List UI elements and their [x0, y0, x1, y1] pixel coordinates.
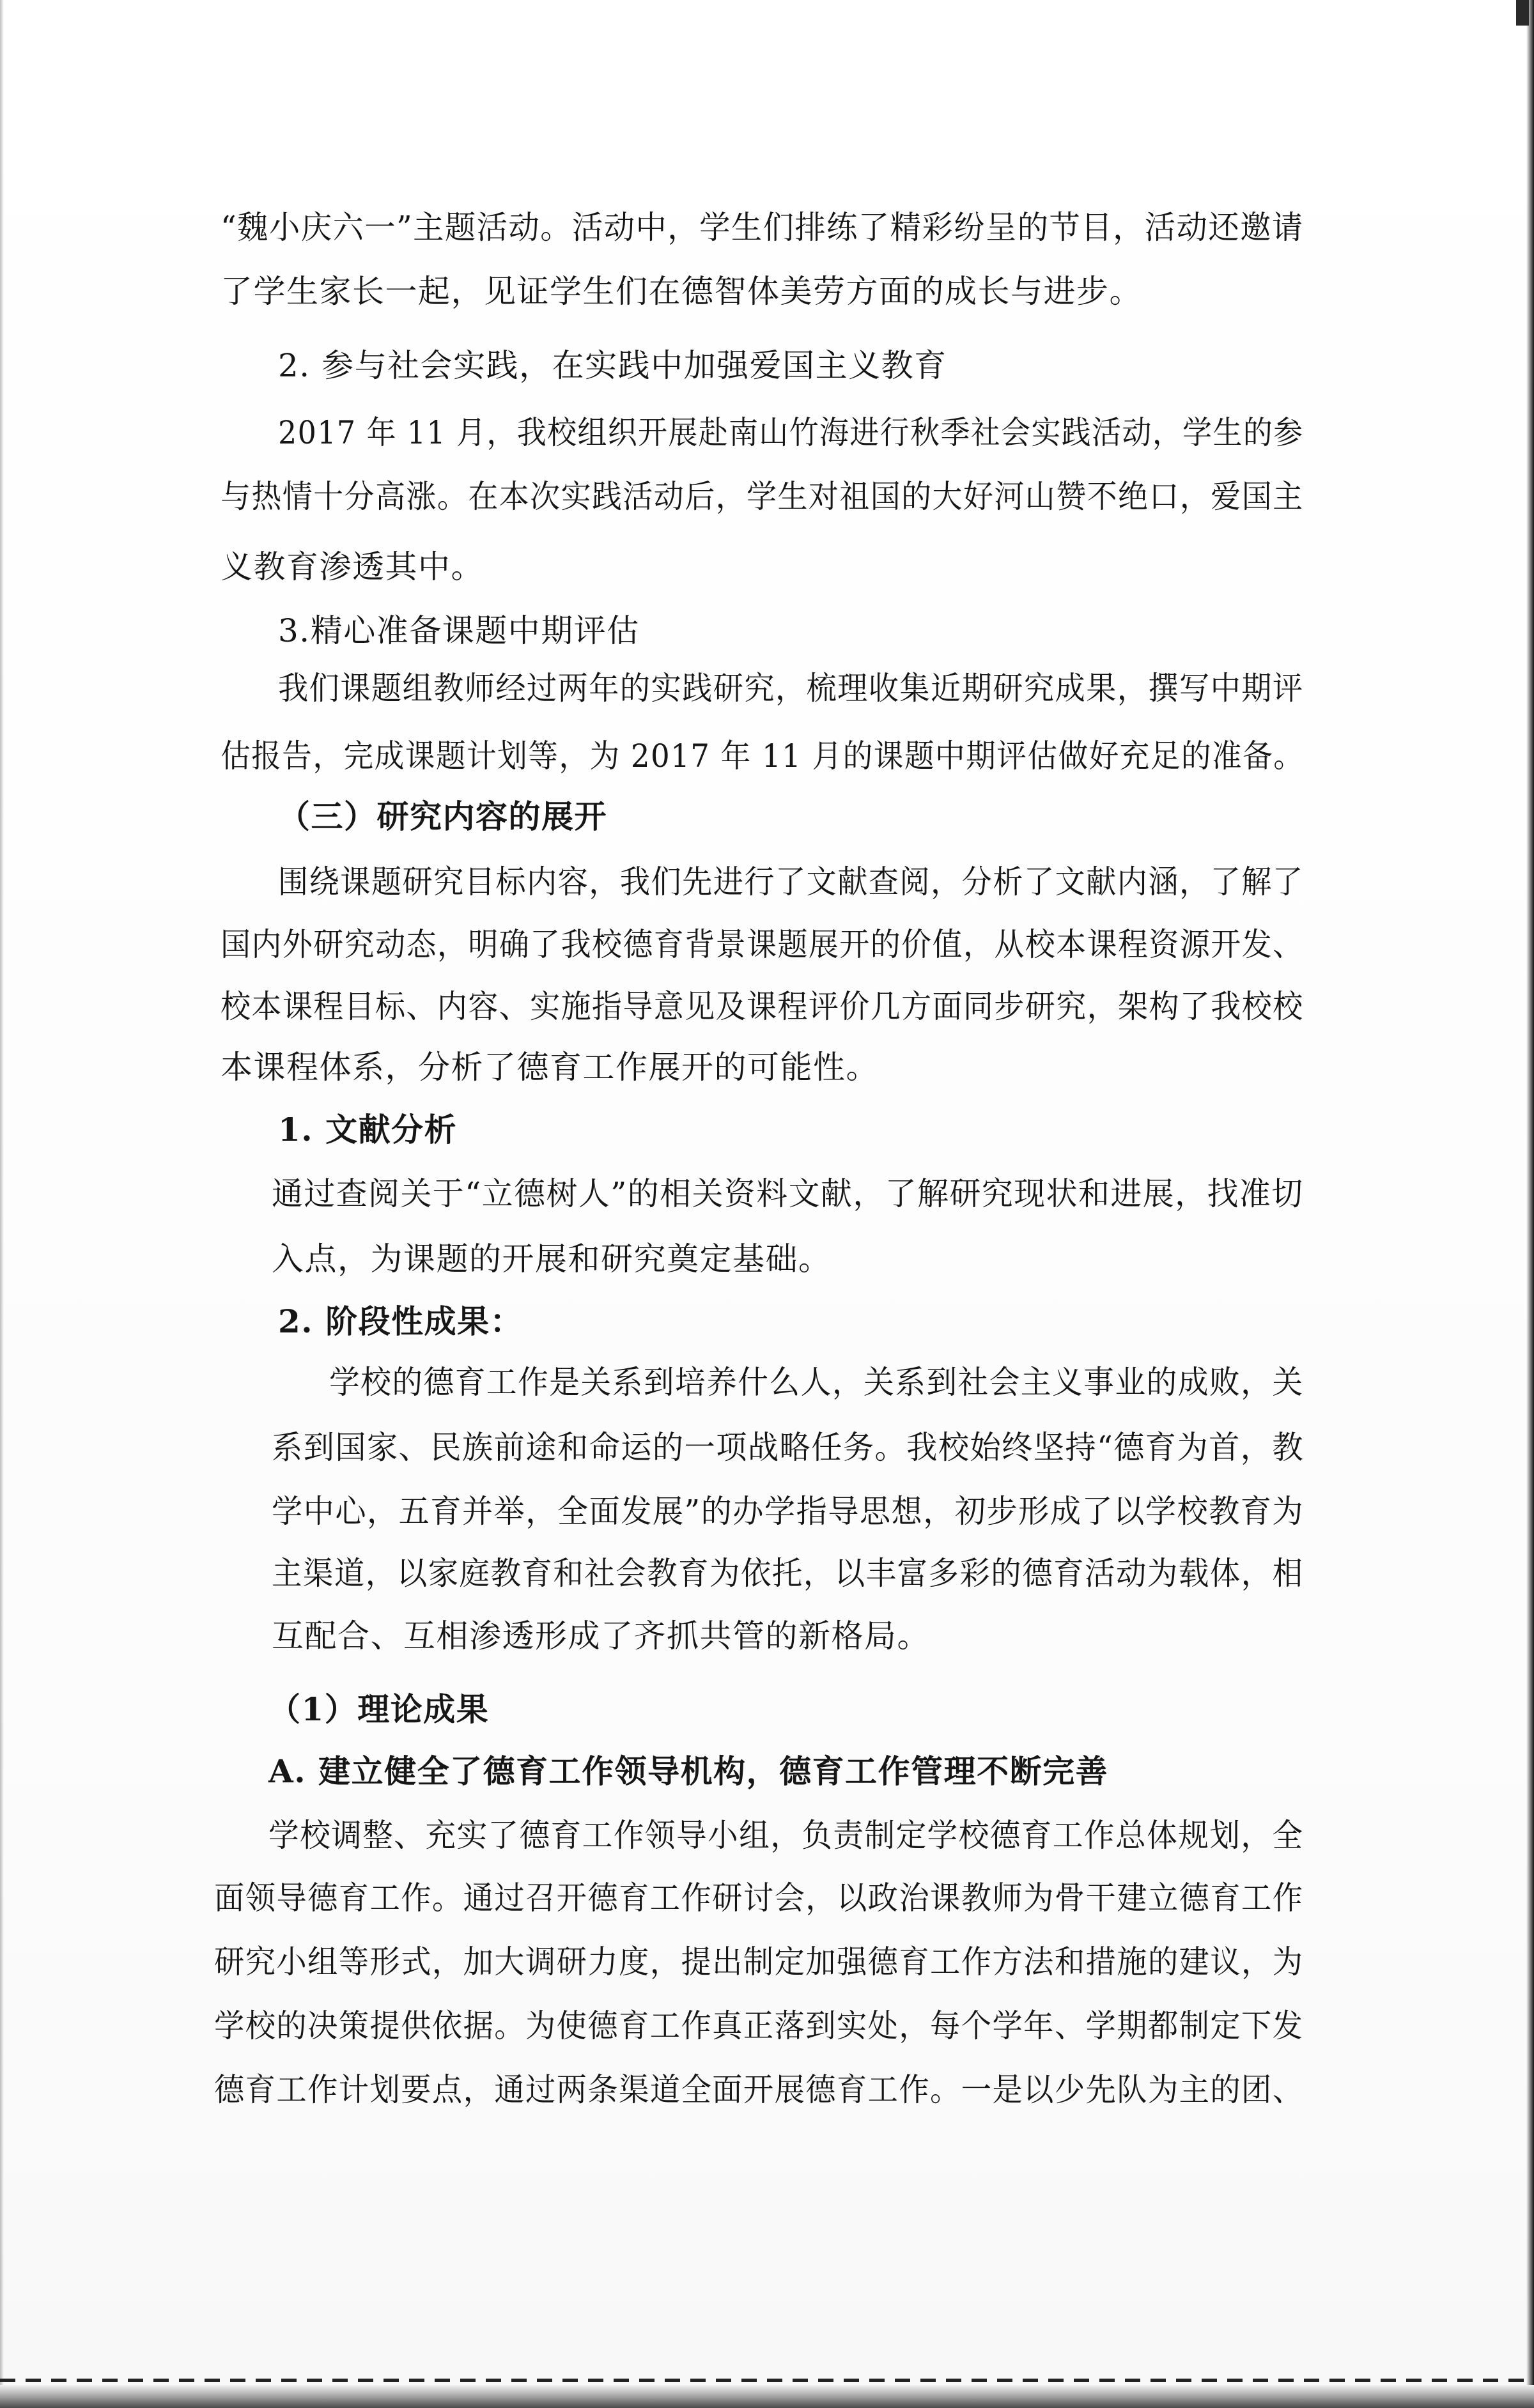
- text-line: 国内外研究动态，明确了我校德育背景课题展开的价值，从校本课程资源开发、: [221, 926, 1304, 963]
- text-line: 研究小组等形式，加大调研力度，提出制定加强德育工作方法和措施的建议，为: [214, 1943, 1304, 1980]
- scan-bottom-shadow: [0, 2385, 1534, 2408]
- text-line: 学校的德育工作是关系到培养什么人，关系到社会主义事业的成败，关: [329, 1364, 1304, 1401]
- text-line: 系到国家、民族前途和命运的一项战略任务。我校始终坚持“德育为首，教: [272, 1429, 1305, 1466]
- text-line: 入点，为课题的开展和研究奠定基础。: [272, 1240, 832, 1277]
- text-line: 主渠道，以家庭教育和社会教育为依托，以丰富多彩的德育活动为载体，相: [272, 1555, 1304, 1592]
- subsection-heading: A. 建立健全了德育工作领导机构，德育工作管理不断完善: [268, 1752, 1109, 1790]
- text-line: 德育工作计划要点，通过两条渠道全面开展德育工作。一是以少先队为主的团、: [214, 2071, 1304, 2108]
- text-line: 学中心，五育并举，全面发展”的办学指导思想，初步形成了以学校教育为: [272, 1493, 1305, 1530]
- text-line: 围绕课题研究目标内容，我们先进行了文献查阅，分析了文献内涵，了解了: [278, 863, 1304, 900]
- text-line: 学校调整、充实了德育工作领导小组，负责制定学校德育工作总体规划，全: [268, 1817, 1304, 1854]
- text-line: 3.精心准备课题中期评估: [278, 612, 640, 649]
- subsection-heading: 1. 文献分析: [278, 1111, 458, 1148]
- text-line: 2017 年 11 月，我校组织开展赴南山竹海进行秋季社会实践活动，学生的参: [278, 414, 1304, 451]
- text-line: 本课程体系，分析了德育工作展开的可能性。: [221, 1049, 879, 1086]
- text-line: 通过查阅关于“立德树人”的相关资料文献，了解研究现状和进展，找准切: [272, 1175, 1304, 1212]
- subsection-heading: 2. 阶段性成果：: [278, 1302, 523, 1340]
- text-line: 学校的决策提供依据。为使德育工作真正落到实处，每个学年、学期都制定下发: [214, 2007, 1304, 2044]
- text-line: 校本课程目标、内容、实施指导意见及课程评价几方面同步研究，架构了我校校: [221, 988, 1304, 1025]
- text-line: 了学生家长一起，见证学生们在德智体美劳方面的成长与进步。: [221, 273, 1142, 310]
- text-line: 估报告，完成课题计划等，为 2017 年 11 月的课题中期评估做好充足的准备。: [221, 737, 1305, 775]
- subsection-heading: （1）理论成果: [268, 1690, 490, 1728]
- scan-bottom-dash: [0, 2379, 1534, 2382]
- text-line: 互配合、互相渗透形成了齐抓共管的新格局。: [272, 1617, 930, 1655]
- text-line: 面领导德育工作。通过召开德育工作研讨会，以政治课教师为骨干建立德育工作: [214, 1879, 1304, 1917]
- text-line: 与热情十分高涨。在本次实践活动后，学生对祖国的大好河山赞不绝口，爱国主: [221, 478, 1304, 515]
- text-line: 我们课题组教师经过两年的实践研究，梳理收集近期研究成果，撰写中期评: [278, 670, 1304, 707]
- text-line: 义教育渗透其中。: [221, 548, 484, 585]
- section-heading: （三）研究内容的展开: [278, 798, 607, 835]
- text-line: “魏小庆六一”主题活动。活动中，学生们排练了精彩纷呈的节目，活动还邀请: [221, 209, 1304, 246]
- text-line: 2. 参与社会实践，在实践中加强爱国主义教育: [278, 347, 947, 384]
